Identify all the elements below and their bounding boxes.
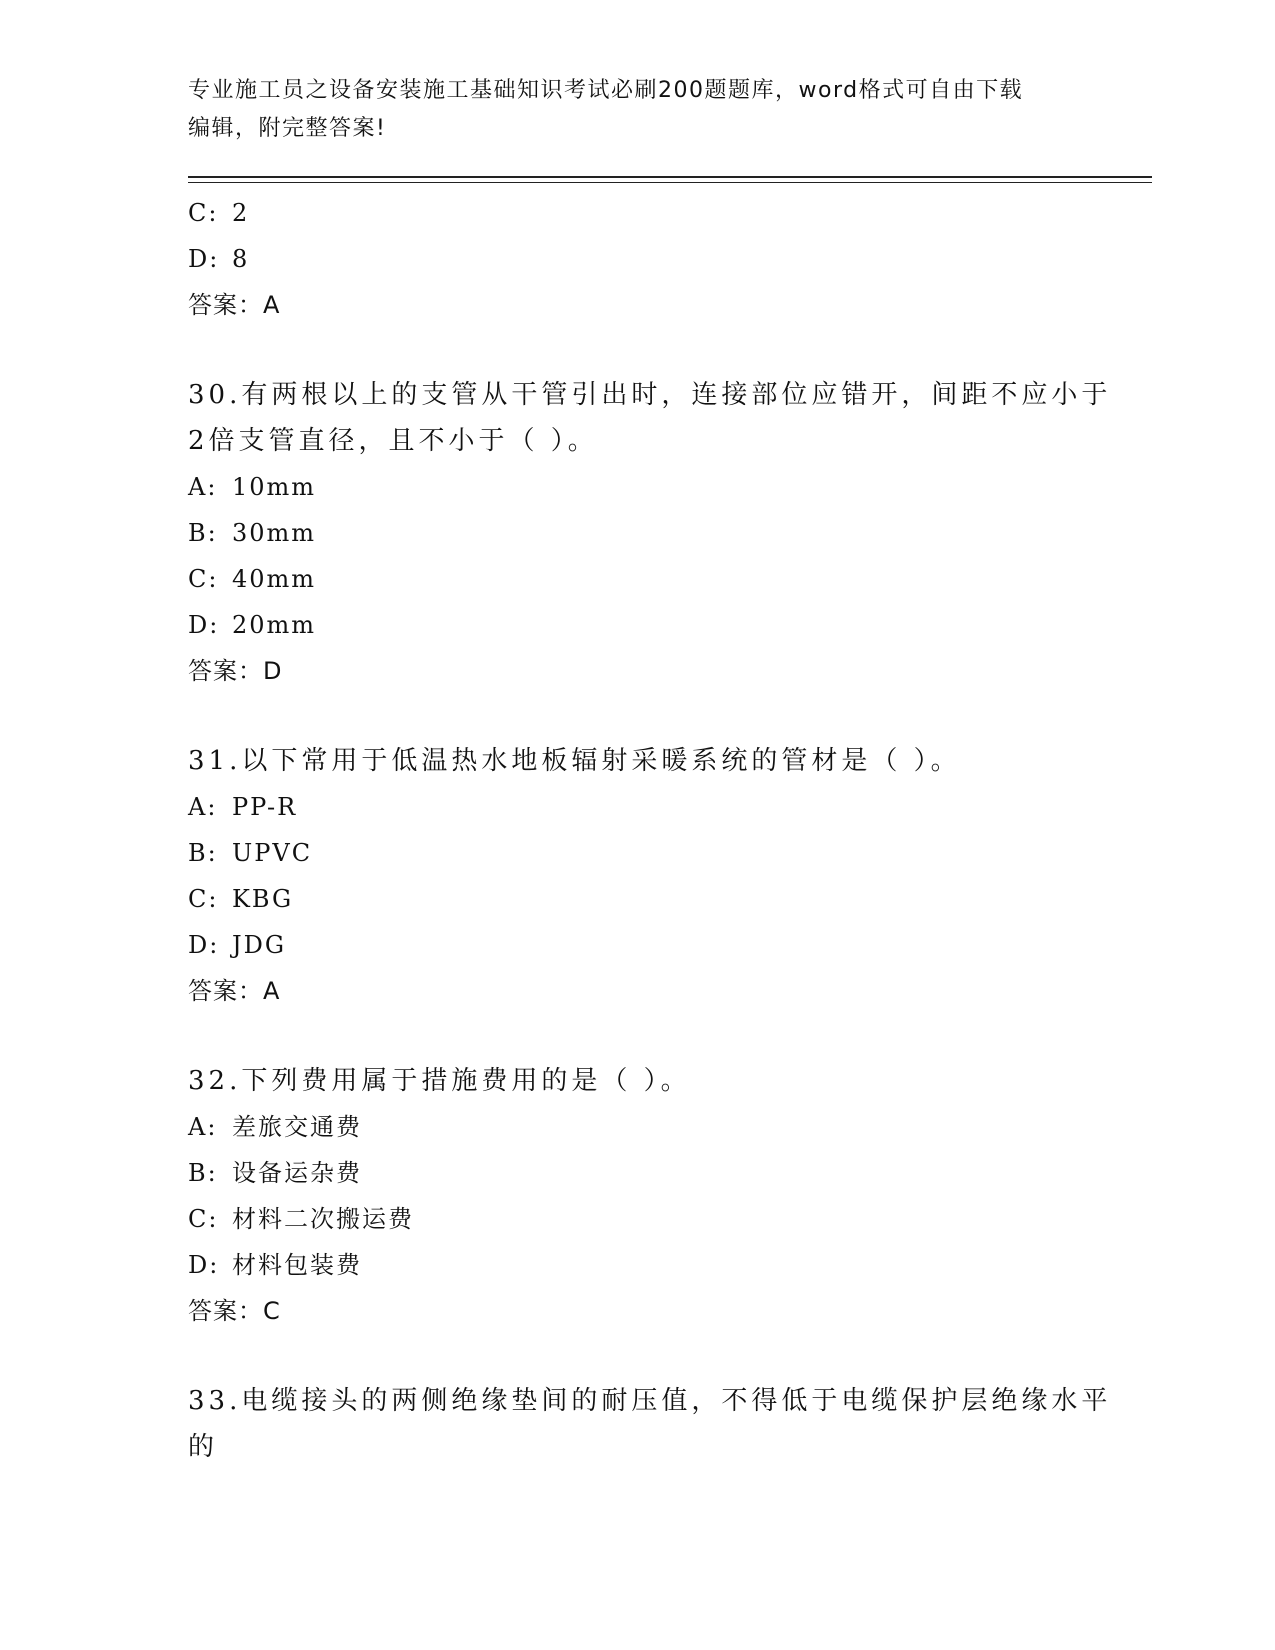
option-b bbox=[188, 1150, 1088, 1196]
option-text: JDG bbox=[232, 931, 287, 959]
question-stem-line: 31.以下常用于低温热水地板辐射采暖系统的管材是（ ）。 bbox=[188, 746, 961, 776]
question-29-tail bbox=[188, 190, 1088, 328]
option-d bbox=[188, 602, 1088, 648]
option-c bbox=[188, 876, 1088, 922]
option-c bbox=[188, 1196, 1088, 1242]
option-label: D: bbox=[188, 931, 220, 959]
option-label: A: bbox=[188, 1113, 218, 1141]
document-body bbox=[188, 190, 1112, 1470]
option-b bbox=[188, 830, 1088, 876]
option-text: 材料二次搬运费 bbox=[232, 1205, 414, 1233]
question-stem bbox=[188, 372, 1112, 464]
option-label: C: bbox=[188, 885, 219, 913]
option-text: 材料包装费 bbox=[232, 1251, 362, 1279]
option-text: 设备运杂费 bbox=[232, 1159, 362, 1187]
option-label: A: bbox=[188, 473, 218, 501]
option-label: A: bbox=[188, 793, 218, 821]
option-d bbox=[188, 1242, 1088, 1288]
option-label: D: bbox=[188, 245, 220, 273]
question-32 bbox=[188, 1058, 1088, 1334]
option-text: 20mm bbox=[232, 611, 317, 639]
option-d bbox=[188, 236, 1088, 282]
option-a bbox=[188, 1104, 1088, 1150]
option-label: B: bbox=[188, 839, 218, 867]
question-stem-line: 30.有两根以上的支管从干管引出时，连接部位应错开，间距不应小于 bbox=[188, 380, 1112, 410]
question-31 bbox=[188, 738, 1088, 1014]
question-stem-line: 32.下列费用属于措施费用的是（ ）。 bbox=[188, 1066, 691, 1096]
option-text: 40mm bbox=[232, 565, 317, 593]
question-33 bbox=[188, 1378, 1112, 1470]
header-divider-thick bbox=[188, 176, 1152, 178]
option-b bbox=[188, 510, 1088, 556]
option-label: B: bbox=[188, 1159, 218, 1187]
header-line-1: 专业施工员之设备安装施工基础知识考试必刷200题题库，word格式可自由下载 bbox=[188, 78, 1024, 103]
header-divider-thin bbox=[188, 182, 1152, 183]
question-stem bbox=[188, 738, 1088, 784]
option-label: D: bbox=[188, 611, 220, 639]
option-a bbox=[188, 464, 1088, 510]
answer-line: 答案：C bbox=[188, 1297, 281, 1325]
option-label: D: bbox=[188, 1251, 220, 1279]
question-30 bbox=[188, 372, 1112, 694]
option-text: 10mm bbox=[232, 473, 317, 501]
option-text: 8 bbox=[232, 245, 250, 273]
question-stem-line: 的 bbox=[188, 1432, 219, 1462]
question-stem-line: 2倍支管直径，且不小于（ ）。 bbox=[188, 426, 598, 456]
option-c bbox=[188, 556, 1088, 602]
question-stem bbox=[188, 1378, 1112, 1470]
option-text: 30mm bbox=[232, 519, 317, 547]
option-text: PP-R bbox=[232, 793, 298, 821]
option-label: C: bbox=[188, 1205, 219, 1233]
option-label: C: bbox=[188, 565, 219, 593]
option-text: 2 bbox=[232, 199, 250, 227]
option-c bbox=[188, 190, 1088, 236]
option-a bbox=[188, 784, 1088, 830]
option-text: KBG bbox=[232, 885, 294, 913]
answer-line: 答案：D bbox=[188, 657, 283, 685]
answer-line: 答案：A bbox=[188, 977, 281, 1005]
document-header bbox=[188, 72, 1068, 148]
option-label: B: bbox=[188, 519, 218, 547]
question-stem-line: 33.电缆接头的两侧绝缘垫间的耐压值，不得低于电缆保护层绝缘水平 bbox=[188, 1386, 1112, 1416]
option-label: C: bbox=[188, 199, 219, 227]
header-line-2: 编辑，附完整答案! bbox=[188, 116, 387, 141]
option-d bbox=[188, 922, 1088, 968]
option-text: 差旅交通费 bbox=[232, 1113, 362, 1141]
question-stem bbox=[188, 1058, 1088, 1104]
option-text: UPVC bbox=[232, 839, 313, 867]
answer-line: 答案：A bbox=[188, 291, 281, 319]
